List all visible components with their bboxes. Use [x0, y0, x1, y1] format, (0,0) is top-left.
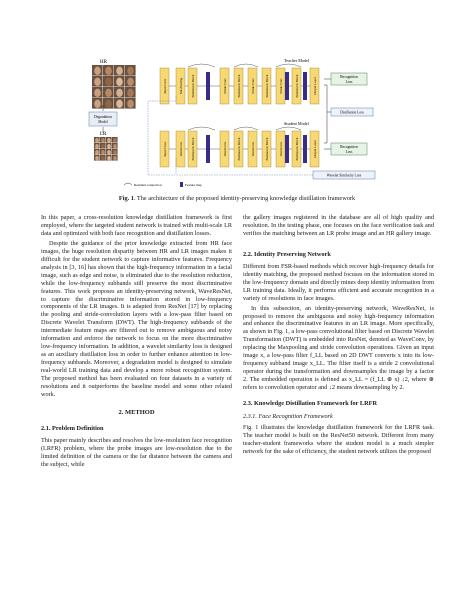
face-shape: [113, 150, 117, 155]
student-block-label: Bottleneck Block: [294, 137, 299, 161]
student-block-label: WaveConv: [278, 141, 283, 157]
recognition-loss-top-label-1: Recognition: [340, 75, 358, 79]
student-block-label: Bottleneck Block: [190, 137, 195, 161]
recognition-loss-top-label-2: Loss: [345, 80, 353, 84]
face-shape: [116, 100, 123, 108]
face-shape: [105, 67, 112, 75]
student-feature-map: [206, 135, 210, 163]
teacher-feature-map: [285, 72, 289, 100]
degradation-label-2: Model: [98, 120, 108, 124]
wavelet-loss-label: Wavelet Similarity Loss: [326, 173, 362, 178]
face-shape: [127, 67, 134, 75]
face-shape: [127, 100, 134, 108]
teacher-block-label: Stride Conv: [222, 78, 227, 94]
teacher-feature-map: [303, 72, 307, 100]
right-paragraph-3: In this subsection, an identity-preserving network, WaveResNet, is proposed to remove the ambiguous and noisy high-frequency information and enhance the discriminative features in an LR image. More specifically, as shown in Fig. 1, a low-pass convolutional filter based on Discrete Wavelet Transformation (DWT) is embedded into ResNet, denoted as WaveConv, by replacing the Maxpooling and stride convolution operations. Given an input image x, a low-pass filter f_LL based on 2D DWT converts x into its low-frequency subband image x_LL. The filter itself is a stride 2 convolutional operator during the transformation and downsamples the image by a factor 2. The embedded operation is defined as x_LL = (f_LL ⊛ x) ↓2, where ⊛ refers to convolution operator and ↓2 means downsampling by 2.: [243, 304, 434, 392]
student-feature-map: [285, 135, 289, 163]
student-block: [248, 131, 257, 167]
hr-label: HR: [100, 60, 107, 65]
face-shape: [105, 89, 112, 97]
student-residual: [188, 127, 215, 130]
figure-caption-text: . The architecture of the proposed identity-preserving knowledge distillation framework: [133, 195, 356, 202]
figure-caption-label: Fig. 1: [118, 195, 134, 202]
teacher-pipeline: [160, 64, 319, 104]
lr-label: LR: [100, 132, 107, 137]
right-paragraph-1: the gallery images registered in the database are all of high quality and resolution. In the testing phase, one focuses on the face verification task and verifies the matching between an LR probe image and an HR gallery image.: [243, 214, 434, 237]
face-shape: [116, 78, 123, 86]
teacher-block: [276, 68, 285, 104]
student-residual: [276, 127, 301, 130]
teacher-block: [176, 68, 185, 104]
teacher-model-label: Teacher Model: [284, 58, 310, 63]
teacher-block-label: Bottleneck Block: [264, 74, 269, 98]
face-shape: [101, 138, 105, 143]
recognition-loss-bottom-label-2: Loss: [345, 150, 353, 154]
teacher-to-distillation-arrow: [324, 85, 331, 112]
student-block-label: WaveConv: [178, 141, 183, 157]
teacher-block: [160, 68, 169, 104]
section-heading-method: 2. METHOD: [118, 408, 155, 416]
teacher-block-label: Input Conv: [162, 78, 167, 94]
student-block: [188, 131, 197, 167]
face-shape: [113, 138, 117, 143]
student-model-label: Student Model: [284, 121, 309, 126]
right-paragraph-2: Different from FSR-based methods which recover high-frequency details for identity matching, the proposed method focuses on the information stored in the low-frequency domain and directly mines deep identity information from LR training data. Ideally, it performs efficient and accurate recognition in a variety of resolutions in face images.: [243, 262, 434, 302]
student-block-label: Output Layer: [312, 140, 317, 158]
legend-residual-label: Residual connection: [134, 183, 162, 187]
face-shape: [105, 78, 112, 86]
teacher-residual: [188, 64, 215, 67]
face-shape: [101, 156, 105, 161]
recognition-loss-bottom-label-1: Recognition: [340, 145, 358, 149]
degradation-label-1: Degradation: [94, 115, 112, 119]
teacher-block-label: Output Layer: [312, 77, 317, 95]
face-shape: [94, 78, 101, 86]
student-block-label: Bottleneck Block: [236, 137, 241, 161]
teacher-block-label: Stride Conv: [250, 78, 255, 94]
face-shape: [113, 144, 117, 149]
teacher-block: [234, 68, 243, 104]
teacher-block: [310, 68, 319, 104]
face-shape: [107, 138, 111, 143]
face-shape: [101, 144, 105, 149]
subsection-heading-kd: 2.3. Knowledge Distillation Framework for LRFR: [243, 400, 378, 408]
student-block-label: WaveConv: [250, 141, 255, 157]
student-block: [176, 131, 185, 167]
teacher-block-label: MaxPooling: [178, 77, 183, 95]
left-column: [41, 214, 232, 469]
student-pipeline: [160, 127, 319, 167]
teacher-feature-map: [206, 72, 210, 100]
face-shape: [127, 89, 134, 97]
student-block: [234, 131, 243, 167]
left-paragraph-2: Despite the guidance of the prior knowledge extracted from HR face images, the huge resolution disparity between HR and LR images makes it difficult for the student network to capture informative features. Frequency analysis in [3, 16] has shown that the high-frequency information in a facial image, such as edge and noise, is eliminated due to the resolution reduction, while the low-frequency subbands still preserve the most discriminative features. This work proposes an identity-preserving network, WaveResNet, to capture the discriminative information stored in low-frequency components of the LR images. It is adapted from ResNet [17] by replacing the pooling and stride-convolution layers with a low-pass filter based on Discrete Wavelet Transform (DWT). The high-frequency subbands of the intermediate feature maps are filtered out to remove ambiguous and noisy information and enforce the network to focus on the more discriminative low-frequency information. In addition, a wavelet similarity loss is designed as an auxiliary distillation loss in order to further enhance attention in low-frequency subbands. Moreover, a degradation model is designed to simulate real-world LR training data and develop a more robust recognition system. The proposed method has been evaluated on four datasets in a variety of resolutions and it outperforms the baseline model and some other related work.: [41, 239, 232, 398]
figure-caption: [0, 195, 474, 203]
teacher-block-label: Bottleneck Block: [236, 74, 241, 98]
face-shape: [107, 156, 111, 161]
face-shape: [94, 67, 101, 75]
face-shape: [107, 144, 111, 149]
student-to-distillation-arrow: [324, 112, 327, 143]
left-paragraph-3: This paper mainly describes and resolves the low-resolution face recognition (LRFR) problem, where the probe images are low-resolution due to the limited definition of the camera or the far distance between the camera and the subject, while: [41, 436, 232, 468]
teacher-block: [262, 68, 271, 104]
student-block: [262, 131, 271, 167]
teacher-block: [188, 68, 197, 104]
face-shape: [95, 144, 99, 149]
face-shape: [107, 150, 111, 155]
face-shape: [94, 89, 101, 97]
student-block-label: WaveConv: [222, 141, 227, 157]
student-block: [310, 131, 319, 167]
face-shape: [95, 150, 99, 155]
right-paragraph-4: Fig. 1 illustrates the knowledge distillation framework for the LRFR task. The teacher model is built on the ResNet50 network. Different from many teacher-student frameworks where the student model is a much simpler network for the sake of efficiency, the student network utilizes the proposed: [243, 423, 434, 455]
distillation-loss-label: Distillation Loss: [340, 110, 364, 115]
subsubsection-heading-framework: 2.3.1. Face Recognition Framework: [243, 413, 333, 421]
teacher-block-label: Bottleneck Block: [294, 74, 299, 98]
teacher-block-label: Stride Conv: [278, 78, 283, 94]
student-block-label: Bottleneck Block: [264, 137, 269, 161]
teacher-residual: [276, 64, 301, 67]
teacher-residual: [234, 64, 258, 67]
student-block: [276, 131, 285, 167]
legend-residual-line: [124, 183, 132, 185]
face-shape: [116, 89, 123, 97]
teacher-block: [220, 68, 229, 104]
left-paragraph-1: In this paper, a cross-resolution knowledge distillation framework is first employed, where the targeted student network is trained with multi-scale LR data and optimized with both face recognition and distillation losses.: [41, 214, 232, 237]
student-block: [220, 131, 229, 167]
face-shape: [94, 100, 101, 108]
face-shape: [95, 138, 99, 143]
teacher-block-label: Bottleneck Block: [190, 74, 195, 98]
architecture-figure: [88, 55, 394, 190]
student-feature-map: [303, 135, 307, 163]
teacher-block: [292, 68, 301, 104]
student-residual: [234, 127, 258, 130]
face-shape: [101, 150, 105, 155]
legend-feature-swatch: [180, 182, 183, 187]
architecture-diagram: [88, 55, 394, 190]
face-shape: [113, 156, 117, 161]
face-shape: [127, 78, 134, 86]
face-shape: [116, 67, 123, 75]
student-block: [160, 131, 169, 167]
student-block: [292, 131, 301, 167]
student-block-label: Input Conv: [162, 141, 167, 157]
subsection-heading-identity: 2.2. Identity Preserving Network: [243, 250, 331, 258]
subsection-heading-problem: 2.1. Problem Definition: [41, 424, 104, 432]
face-shape: [95, 156, 99, 161]
teacher-block: [248, 68, 257, 104]
lr-face-grid: [94, 137, 118, 161]
face-shape: [105, 100, 112, 108]
legend-feature-label: Feature map: [185, 183, 202, 187]
hr-face-grid: [92, 65, 136, 109]
right-column: [243, 214, 434, 456]
